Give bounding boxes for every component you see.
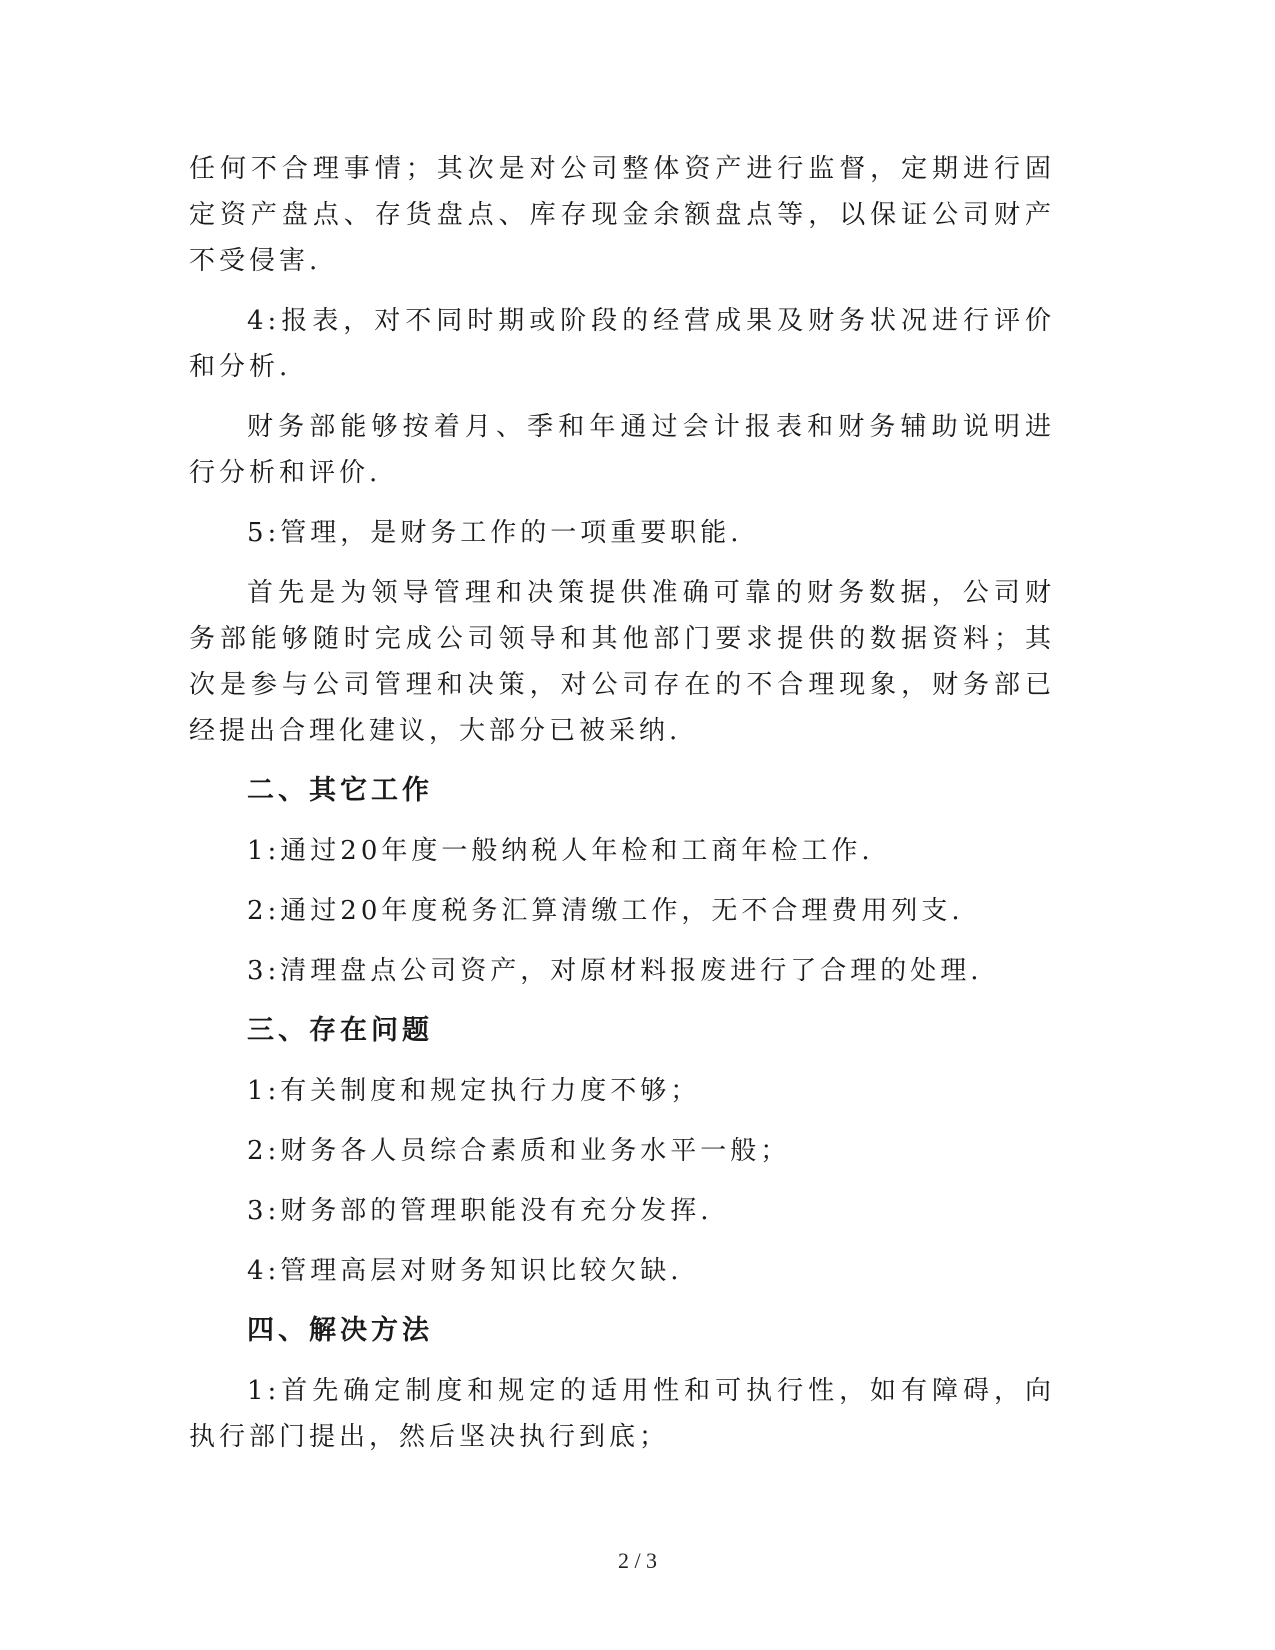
list-item-problem-1: 1:有关制度和规定执行力度不够； <box>247 1076 701 1106</box>
list-item-problem-4: 4:管理高层对财务知识比较欠缺. <box>247 1256 683 1286</box>
list-item-other-work-2: 2:通过20年度税务汇算清缴工作，无不合理费用列支. <box>247 896 964 926</box>
list-item-other-work-3: 3:清理盘点公司资产，对原材料报废进行了合理的处理. <box>247 956 983 986</box>
document-body <box>189 146 1055 1474</box>
paragraph-reports: 4:报表，对不同时期或阶段的经营成果及财务状况进行评价和分析. <box>189 306 1055 382</box>
page-number: 2 / 3 <box>617 1548 658 1573</box>
list-item-problem-2: 2:财务各人员综合素质和业务水平一般； <box>247 1136 791 1166</box>
paragraph-decision-support: 首先是为领导管理和决策提供准确可靠的财务数据，公司财务部能够随时完成公司领导和其他部门要求提供的数据资料；其次是参与公司管理和决策，对公司存在的不合理现象，财务部已经提出合理化建议，大部分已被采纳. <box>189 578 1055 746</box>
section-heading-other-work: 二、其它工作 <box>247 775 433 806</box>
list-item-solution-1: 1:首先确定制度和规定的适用性和可执行性，如有障碍，向执行部门提出，然后坚决执行到底； <box>189 1376 1055 1452</box>
list-item-problem-3: 3:财务部的管理职能没有充分发挥. <box>247 1196 713 1226</box>
section-heading-problems: 三、存在问题 <box>247 1015 433 1046</box>
section-heading-solutions: 四、解决方法 <box>247 1315 433 1346</box>
paragraph-continuation: 任何不合理事情；其次是对公司整体资产进行监督，定期进行固定资产盘点、存货盘点、库存现金余额盘点等，以保证公司财产不受侵害. <box>189 154 1055 276</box>
list-item-other-work-1: 1:通过20年度一般纳税人年检和工商年检工作. <box>247 836 874 866</box>
paragraph-management: 5:管理，是财务工作的一项重要职能. <box>247 518 743 548</box>
paragraph-analysis: 财务部能够按着月、季和年通过会计报表和财务辅助说明进行分析和评价. <box>189 412 1055 488</box>
